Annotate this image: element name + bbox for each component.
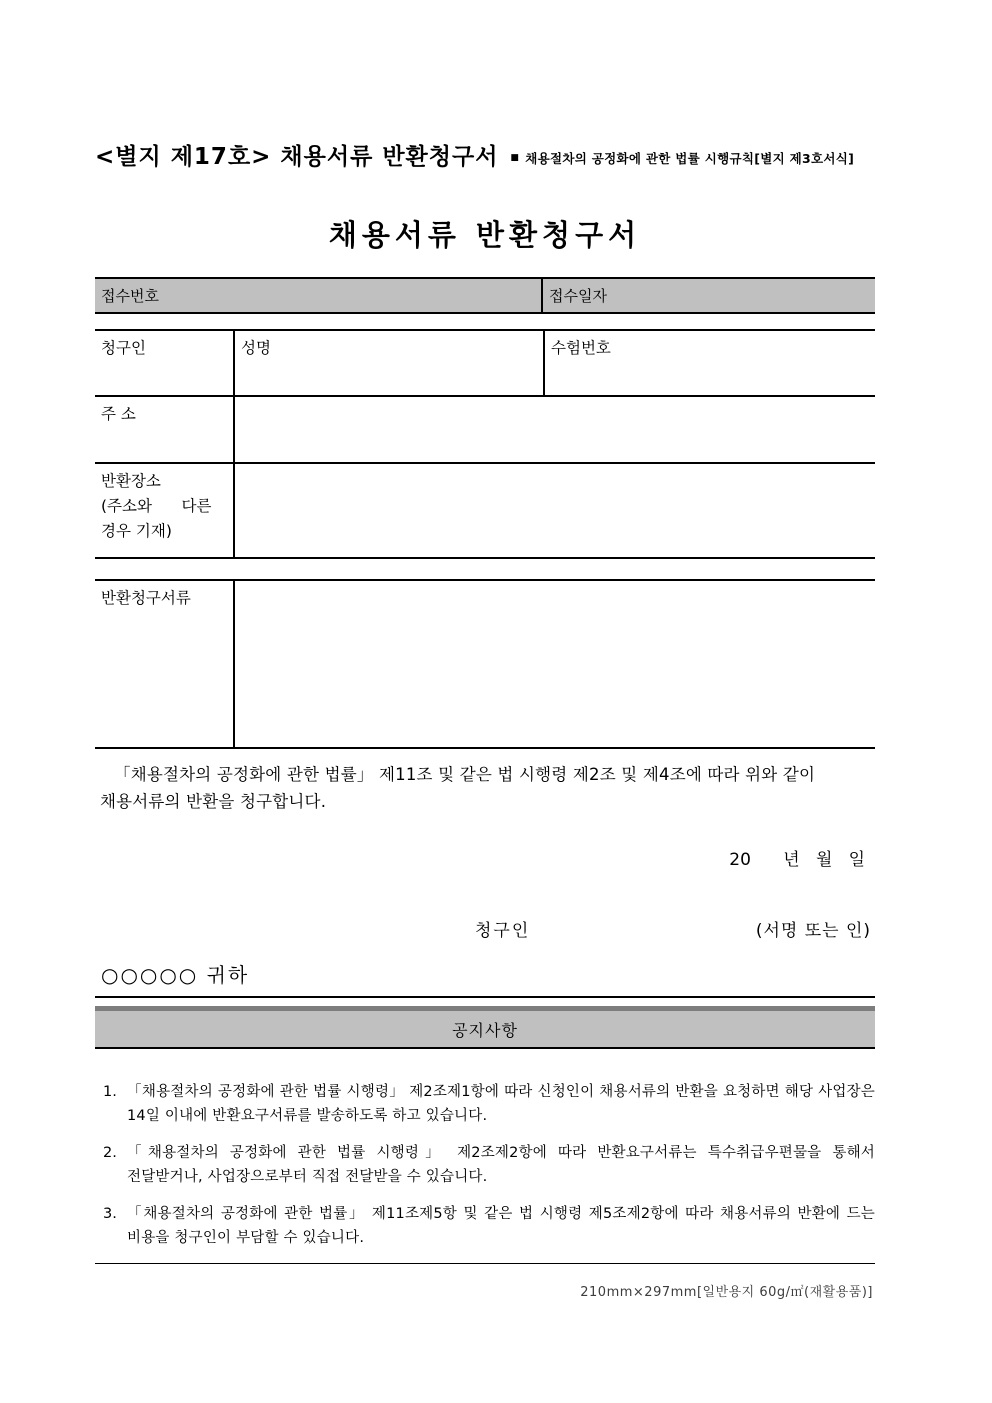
return-place-field-cell[interactable]: [233, 464, 875, 557]
document-page: [95, 0, 875, 1300]
footer-divider: [95, 1263, 875, 1264]
signature-row: [95, 916, 875, 941]
applicant-info-table: [95, 329, 875, 559]
documents-field-cell[interactable]: [233, 581, 875, 747]
regulation-note-text: 채용절차의 공정화에 관한 법률 시행규칙[별지 제3호서식]: [525, 151, 855, 166]
name-field-cell[interactable]: [233, 331, 543, 395]
signature-claimant-label: 청구인: [475, 921, 531, 941]
requested-documents-table: [95, 579, 875, 749]
list-item-text: 「채용절차의 공정화에 관한 법률」 제11조제5항 및 같은 법 시행령 제5조제2항에 따라 채용서류의 반환에 드는 비용을 청구인이 부담할 수 있습니다.: [127, 1206, 875, 1246]
exam-number-label: 수험번호: [551, 339, 611, 357]
signature-seal-note: (서명 또는 인): [755, 921, 871, 941]
list-item-number: 2.: [103, 1145, 117, 1161]
declaration-paragraph: 「채용절차의 공정화에 관한 법률」 제11조 및 같은 법 시행령 제2조 및 제4조에 따라 위와 같이 채용서류의 반환을 청구합니다.: [100, 765, 816, 811]
address-field-cell[interactable]: [233, 397, 875, 462]
regulation-note: [510, 149, 854, 171]
receipt-date-cell: [543, 279, 875, 312]
addressee-line: ○○○○○ 귀하: [101, 963, 250, 987]
page-title: 채용서류 반환청구서: [328, 218, 642, 252]
list-item-number: 1.: [103, 1084, 117, 1100]
list-item: [95, 1080, 875, 1128]
return-place-label-line3: 경우 기재): [101, 522, 172, 540]
receipt-header-row: [95, 277, 875, 314]
return-place-label-line2: (주소와 다른: [101, 497, 212, 515]
notice-top-divider: [95, 996, 875, 998]
return-place-label-line1: 반환장소: [101, 472, 161, 490]
documents-label: 반환청구서류: [101, 589, 191, 607]
table-row-return-place: [95, 462, 875, 557]
square-bullet-icon: ■: [510, 152, 520, 163]
receipt-number-cell: [95, 279, 543, 312]
list-item: [95, 1202, 875, 1250]
list-item: [95, 1141, 875, 1189]
receipt-number-label: 접수번호: [101, 287, 159, 305]
address-label: 주 소: [101, 405, 136, 423]
claimant-label: 청구인: [101, 339, 146, 357]
table-row-claimant: [95, 329, 875, 395]
name-label: 성명: [241, 339, 271, 357]
exam-number-field-cell[interactable]: [543, 331, 875, 395]
notice-list: [95, 1080, 875, 1250]
document-header: [95, 138, 875, 171]
receipt-date-label: 접수일자: [549, 287, 607, 305]
list-item-text: 「채용절차의 공정화에 관한 법률 시행령」 제2조제1항에 따라 신청인이 채용서류의 반환을 요청하면 해당 사업장은 14일 이내에 반환요구서류를 발송하도록 하고 있습니다.: [127, 1084, 875, 1124]
return-place-label: [95, 464, 233, 557]
list-item-number: 3.: [103, 1206, 117, 1222]
notice-title-bar: [95, 1006, 875, 1049]
form-number-title: <별지 제17호> 채용서류 반환청구서: [95, 144, 499, 170]
list-item-text: 「채용절차의 공정화에 관한 법률 시행령」 제2조제2항에 따라 반환요구서류는 특수취급우편물을 통해서 전달받거나, 사업장으로부터 직접 전달받을 수 있습니다.: [127, 1145, 875, 1185]
date-line: 20 년 월 일: [729, 850, 865, 870]
notice-bar-body: [95, 1011, 875, 1047]
paper-spec-note: 210mm×297mm[일반용지 60g/㎡(재활용품)]: [580, 1285, 873, 1300]
notice-title: 공지사항: [452, 1020, 518, 1040]
table-row-address: [95, 395, 875, 462]
